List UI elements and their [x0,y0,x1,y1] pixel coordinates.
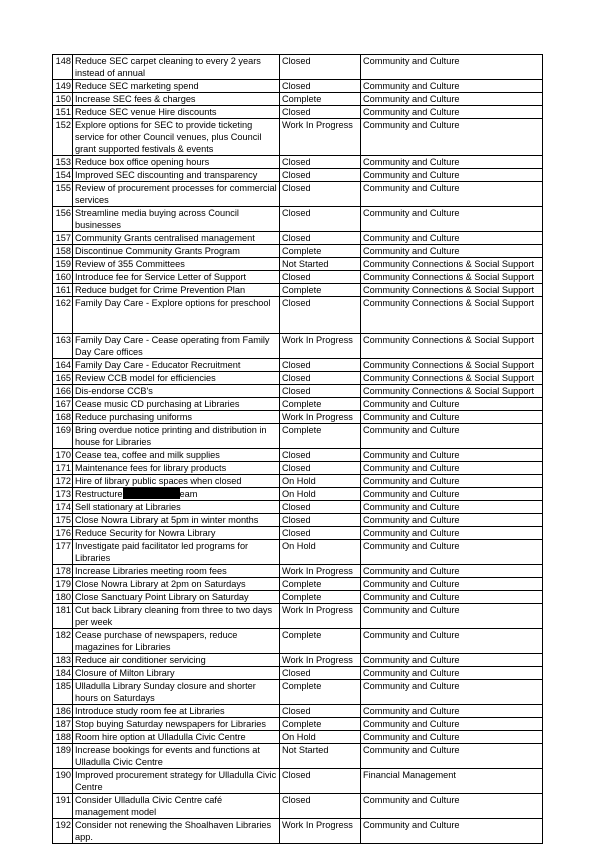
service-area-cell: Community Connections & Social Support [361,359,543,372]
initiative-cell: Family Day Care - Educator Recruitment [73,359,280,372]
row-number: 191 [53,794,73,819]
service-area-cell: Community and Culture [361,527,543,540]
row-number: 175 [53,514,73,527]
status-cell: Closed [280,80,361,93]
table-row [53,372,543,385]
initiative-cell: Explore options for SEC to provide ticketing service for other Council venues, plus Council grant supported festivals & events [73,119,280,156]
initiative-text: Restructure [75,489,123,499]
table-row [53,334,543,359]
initiative-text-suffix: eam [179,489,198,499]
service-area-cell: Community and Culture [361,398,543,411]
table-row [53,578,543,591]
row-number: 184 [53,667,73,680]
row-number: 176 [53,527,73,540]
row-number: 172 [53,475,73,488]
table-row [53,744,543,769]
service-area-cell: Community and Culture [361,731,543,744]
table-row [53,284,543,297]
initiative-cell: Consider Ulladulla Civic Centre café management model [73,794,280,819]
row-number: 152 [53,119,73,156]
initiative-cell: Review of 355 Committees [73,258,280,271]
service-area-cell: Community and Culture [361,654,543,667]
initiative-cell: Bring overdue notice printing and distribution in house for Libraries [73,424,280,449]
status-cell: On Hold [280,540,361,565]
table-row [53,462,543,475]
row-number: 182 [53,629,73,654]
service-area-cell: Community and Culture [361,565,543,578]
row-number: 165 [53,372,73,385]
table-row [53,769,543,794]
status-cell: Work In Progress [280,654,361,667]
status-cell: Closed [280,106,361,119]
status-cell: On Hold [280,731,361,744]
initiative-cell: Streamline media buying across Council businesses [73,207,280,232]
service-area-cell: Community and Culture [361,106,543,119]
table-row [53,398,543,411]
row-number: 162 [53,297,73,334]
row-number: 170 [53,449,73,462]
service-area-cell: Community and Culture [361,514,543,527]
row-number: 157 [53,232,73,245]
status-cell: Closed [280,462,361,475]
initiative-cell: Investigate paid facilitator led programs for Libraries [73,540,280,565]
row-number: 155 [53,182,73,207]
row-number: 169 [53,424,73,449]
row-number: 151 [53,106,73,119]
service-area-cell: Financial Management [361,769,543,794]
service-area-cell: Community and Culture [361,119,543,156]
initiative-cell: Review CCB model for efficiencies [73,372,280,385]
row-number: 190 [53,769,73,794]
service-area-cell: Community and Culture [361,424,543,449]
row-number: 192 [53,819,73,844]
service-area-cell: Community and Culture [361,718,543,731]
table-row [53,731,543,744]
table-row [53,359,543,372]
status-cell: Closed [280,372,361,385]
table-row [53,475,543,488]
initiative-cell: Cut back Library cleaning from three to two days per week [73,604,280,629]
table-row [53,604,543,629]
service-area-cell: Community and Culture [361,667,543,680]
status-cell: Closed [280,385,361,398]
status-cell: Not Started [280,258,361,271]
initiative-cell [73,488,280,501]
table-row [53,527,543,540]
service-area-cell: Community and Culture [361,578,543,591]
service-area-cell: Community Connections & Social Support [361,385,543,398]
status-cell: On Hold [280,488,361,501]
service-area-cell: Community and Culture [361,156,543,169]
initiative-cell: Family Day Care - Explore options for preschool [73,297,280,334]
initiative-cell: Sell stationary at Libraries [73,501,280,514]
table-row [53,514,543,527]
initiative-cell: Reduce Security for Nowra Library [73,527,280,540]
row-number: 173 [53,488,73,501]
service-area-cell: Community and Culture [361,540,543,565]
service-area-cell: Community and Culture [361,680,543,705]
initiative-cell: Cease tea, coffee and milk supplies [73,449,280,462]
service-area-cell: Community and Culture [361,182,543,207]
status-cell: Closed [280,156,361,169]
savings-initiatives-table [52,54,543,844]
table-row [53,271,543,284]
status-cell: Complete [280,578,361,591]
table-row [53,819,543,844]
table-body [53,55,543,844]
initiative-cell: Dis-endorse CCB's [73,385,280,398]
row-number: 168 [53,411,73,424]
initiative-cell: Hire of library public spaces when closed [73,475,280,488]
initiative-cell: Family Day Care - Cease operating from Family Day Care offices [73,334,280,359]
row-number: 177 [53,540,73,565]
row-number: 164 [53,359,73,372]
status-cell: Work In Progress [280,119,361,156]
table-row [53,667,543,680]
initiative-cell: Community Grants centralised management [73,232,280,245]
status-cell: Closed [280,232,361,245]
row-number: 181 [53,604,73,629]
row-number: 185 [53,680,73,705]
status-cell: Closed [280,794,361,819]
row-number: 174 [53,501,73,514]
row-number: 171 [53,462,73,475]
status-cell: Closed [280,449,361,462]
initiative-cell: Reduce purchasing uniforms [73,411,280,424]
table-row [53,156,543,169]
status-cell: Work In Progress [280,604,361,629]
table-row [53,55,543,80]
status-cell: Closed [280,667,361,680]
row-number: 158 [53,245,73,258]
initiative-cell: Discontinue Community Grants Program [73,245,280,258]
status-cell: Complete [280,718,361,731]
status-cell: Closed [280,514,361,527]
service-area-cell: Community and Culture [361,819,543,844]
service-area-cell: Community and Culture [361,449,543,462]
table-row [53,385,543,398]
service-area-cell: Community and Culture [361,245,543,258]
status-cell: Work In Progress [280,411,361,424]
table-row [53,232,543,245]
initiative-cell: Maintenance fees for library products [73,462,280,475]
row-number: 167 [53,398,73,411]
status-cell: Closed [280,705,361,718]
status-cell: Closed [280,182,361,207]
initiative-cell: Increase Libraries meeting room fees [73,565,280,578]
status-cell: Closed [280,501,361,514]
table-row [53,297,543,334]
initiative-cell: Closure of Milton Library [73,667,280,680]
row-number: 187 [53,718,73,731]
table-row [53,680,543,705]
status-cell: Closed [280,527,361,540]
table-row [53,591,543,604]
initiative-cell: Increase bookings for events and functions at Ulladulla Civic Centre [73,744,280,769]
status-cell: Complete [280,93,361,106]
status-cell: Closed [280,271,361,284]
initiative-cell: Room hire option at Ulladulla Civic Centre [73,731,280,744]
service-area-cell: Community and Culture [361,169,543,182]
initiative-cell: Reduce SEC venue Hire discounts [73,106,280,119]
initiative-cell: Close Sanctuary Point Library on Saturday [73,591,280,604]
table-row [53,629,543,654]
table-row [53,93,543,106]
row-number: 180 [53,591,73,604]
service-area-cell: Community and Culture [361,80,543,93]
service-area-cell: Community and Culture [361,55,543,80]
service-area-cell: Community and Culture [361,93,543,106]
service-area-cell: Community Connections & Social Support [361,258,543,271]
status-cell: Complete [280,680,361,705]
service-area-cell: Community and Culture [361,744,543,769]
initiative-cell: Improved procurement strategy for Ulladulla Civic Centre [73,769,280,794]
initiative-cell: Reduce box office opening hours [73,156,280,169]
row-number: 161 [53,284,73,297]
initiative-cell: Stop buying Saturday newspapers for Libraries [73,718,280,731]
table-row [53,258,543,271]
status-cell: Complete [280,284,361,297]
status-cell: Closed [280,169,361,182]
service-area-cell: Community and Culture [361,488,543,501]
row-number: 160 [53,271,73,284]
status-cell: Closed [280,207,361,232]
table-row [53,207,543,232]
status-cell: Complete [280,245,361,258]
table-row [53,424,543,449]
row-number: 150 [53,93,73,106]
table-row [53,540,543,565]
row-number: 186 [53,705,73,718]
row-number: 188 [53,731,73,744]
initiative-cell: Cease purchase of newspapers, reduce magazines for Libraries [73,629,280,654]
table-row [53,705,543,718]
service-area-cell: Community and Culture [361,411,543,424]
status-cell: Work In Progress [280,565,361,578]
status-cell: Closed [280,359,361,372]
initiative-cell: Introduce study room fee at Libraries [73,705,280,718]
row-number: 154 [53,169,73,182]
table-row [53,718,543,731]
initiative-cell: Reduce air conditioner servicing [73,654,280,667]
initiative-cell: Reduce budget for Crime Prevention Plan [73,284,280,297]
service-area-cell: Community and Culture [361,232,543,245]
table-row [53,654,543,667]
redaction-block [123,488,180,499]
status-cell: Complete [280,398,361,411]
service-area-cell: Community and Culture [361,501,543,514]
initiative-cell: Close Nowra Library at 5pm in winter months [73,514,280,527]
table-row [53,245,543,258]
row-number: 149 [53,80,73,93]
status-cell: Closed [280,769,361,794]
initiative-cell: Increase SEC fees & charges [73,93,280,106]
service-area-cell: Community Connections & Social Support [361,334,543,359]
table-row [53,565,543,578]
service-area-cell: Community and Culture [361,794,543,819]
initiative-cell: Reduce SEC marketing spend [73,80,280,93]
table-row [53,119,543,156]
table-row [53,169,543,182]
service-area-cell: Community and Culture [361,705,543,718]
table-row [53,501,543,514]
initiative-cell: Review of procurement processes for commercial services [73,182,280,207]
status-cell: On Hold [280,475,361,488]
table-row [53,488,543,501]
table-row [53,80,543,93]
service-area-cell: Community and Culture [361,462,543,475]
service-area-cell: Community Connections & Social Support [361,271,543,284]
initiative-cell: Consider not renewing the Shoalhaven Libraries app. [73,819,280,844]
service-area-cell: Community Connections & Social Support [361,372,543,385]
table-row [53,106,543,119]
service-area-cell: Community and Culture [361,475,543,488]
row-number: 178 [53,565,73,578]
initiative-cell: Improved SEC discounting and transparency [73,169,280,182]
status-cell: Not Started [280,744,361,769]
service-area-cell: Community and Culture [361,207,543,232]
service-area-cell: Community and Culture [361,604,543,629]
initiative-cell: Introduce fee for Service Letter of Support [73,271,280,284]
row-number: 159 [53,258,73,271]
status-cell: Complete [280,424,361,449]
initiative-cell: Ulladulla Library Sunday closure and shorter hours on Saturdays [73,680,280,705]
status-cell: Work In Progress [280,819,361,844]
service-area-cell: Community and Culture [361,629,543,654]
table-row [53,794,543,819]
table-row [53,411,543,424]
row-number: 189 [53,744,73,769]
row-number: 148 [53,55,73,80]
row-number: 166 [53,385,73,398]
table-row [53,182,543,207]
row-number: 156 [53,207,73,232]
initiative-cell: Close Nowra Library at 2pm on Saturdays [73,578,280,591]
row-number: 163 [53,334,73,359]
service-area-cell: Community Connections & Social Support [361,284,543,297]
initiative-cell: Reduce SEC carpet cleaning to every 2 years instead of annual [73,55,280,80]
service-area-cell: Community and Culture [361,591,543,604]
status-cell: Complete [280,591,361,604]
initiative-cell: Cease music CD purchasing at Libraries [73,398,280,411]
row-number: 179 [53,578,73,591]
table-row [53,449,543,462]
status-cell: Closed [280,55,361,80]
status-cell: Closed [280,297,361,334]
status-cell: Work In Progress [280,334,361,359]
row-number: 153 [53,156,73,169]
status-cell: Complete [280,629,361,654]
row-number: 183 [53,654,73,667]
service-area-cell: Community Connections & Social Support [361,297,543,334]
